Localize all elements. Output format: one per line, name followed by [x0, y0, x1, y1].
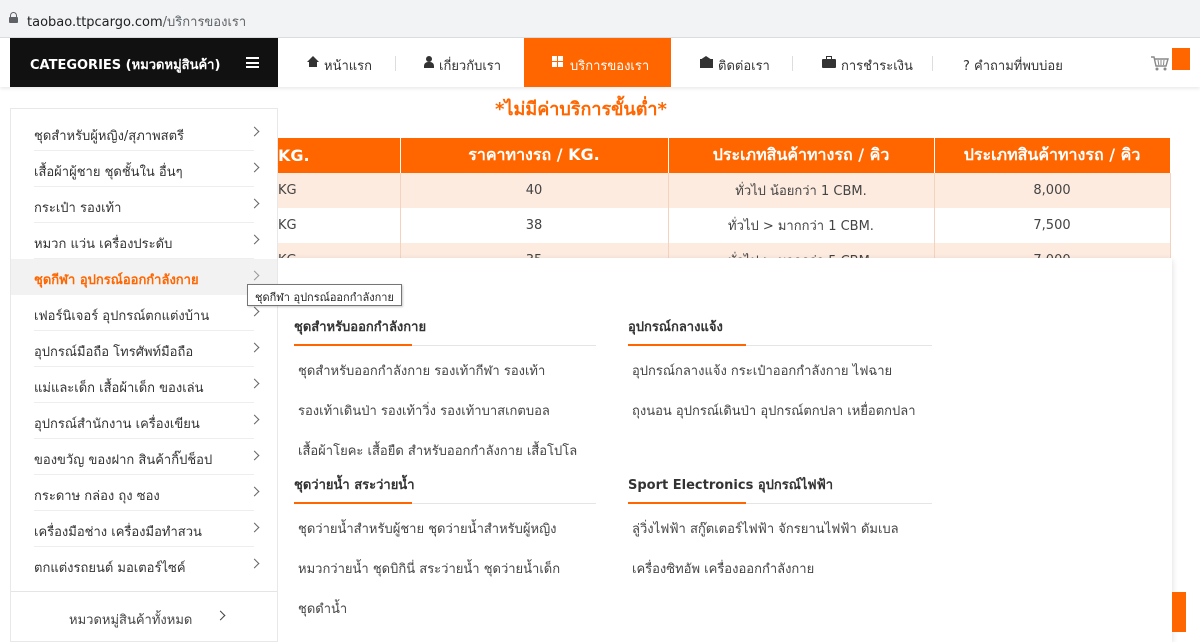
mega-link[interactable]: ชุดสำหรับออกกำลังกาย รองเท้ากีฬา รองเท้า — [298, 364, 546, 379]
all-categories-link[interactable] — [11, 591, 277, 641]
mega-group-title[interactable]: ชุดสำหรับออกกำลังกาย — [294, 316, 596, 346]
chevron-right-icon — [250, 451, 260, 461]
mega-link[interactable]: เครื่องซิทอัพ เครื่องออกกำลังกาย — [632, 562, 815, 577]
mega-link[interactable]: ลู่วิ่งไฟฟ้า สกู๊ตเตอร์ไฟฟ้า จักรยานไฟฟ้า ดัมเบล — [632, 522, 899, 537]
sidebar-item-label: กระเป๋า รองเท้า — [34, 201, 122, 216]
sidebar-item-label: เครื่องมือช่าง เครื่องมือทำสวน — [34, 525, 202, 540]
chevron-right-icon — [250, 487, 260, 497]
sidebar-item-sports[interactable] — [11, 259, 277, 295]
nav-faq[interactable] — [933, 38, 1083, 87]
chevron-right-icon — [250, 235, 260, 245]
sidebar-item-mobile[interactable] — [11, 331, 277, 367]
rates-table — [278, 138, 1171, 278]
category-sidebar — [10, 108, 278, 642]
table-header: ราคาทางรถ / KG. — [400, 138, 668, 173]
mega-link[interactable]: เสื้อผ้าโยคะ เสื้อยืด สำหรับออกกำลังกาย เสื้อโปโล — [298, 444, 578, 459]
nav-payment[interactable] — [793, 38, 932, 87]
table-cell: ทั่วไป > มากกว่า 1 CBM. — [668, 208, 934, 243]
chevron-right-icon — [250, 307, 260, 317]
mega-group-sportswear — [294, 316, 596, 476]
chevron-right-icon — [250, 415, 260, 425]
hamburger-icon[interactable] — [246, 57, 259, 68]
nav-about-label: เกี่ยวกับเรา — [439, 59, 502, 74]
mega-link[interactable]: ชุดว่ายน้ำสำหรับผู้ชาย ชุดว่ายน้ำสำหรับผู้หญิง — [298, 522, 557, 537]
table-cell: 40 — [400, 173, 668, 208]
sidebar-item-kids[interactable] — [11, 367, 277, 403]
table-cell: 38 — [400, 208, 668, 243]
mega-link[interactable]: หมวกว่ายน้ำ ชุดบิกินี่ สระว่ายน้ำ ชุดว่ายน้ำเด็ก — [298, 562, 561, 577]
sidebar-item-office[interactable] — [11, 403, 277, 439]
chevron-right-icon — [250, 343, 260, 353]
table-header: KG. — [278, 138, 400, 173]
table-cell: KG — [278, 173, 400, 208]
nav-home-label: หน้าแรก — [324, 59, 372, 74]
table-row — [278, 173, 1170, 208]
chevron-right-icon — [250, 379, 260, 389]
table-row — [278, 208, 1170, 243]
lock-icon[interactable] — [9, 12, 18, 23]
sidebar-item-label: อุปกรณ์มือถือ โทรศัพท์มือถือ — [34, 345, 194, 360]
mega-group-title[interactable]: ชุดว่ายน้ำ สระว่ายน้ำ — [294, 474, 596, 504]
table-cell: 7,500 — [934, 208, 1170, 243]
cart-count-badge[interactable] — [1172, 48, 1190, 70]
categories-header[interactable] — [10, 38, 278, 87]
sidebar-item-label: อุปกรณ์สำนักงาน เครื่องเขียน — [34, 417, 200, 432]
mega-link[interactable]: ถุงนอน อุปกรณ์เดินป่า อุปกรณ์ตกปลา เหยื่อตกปลา — [632, 404, 916, 419]
sidebar-item-label: กระดาษ กล่อง ถุง ซอง — [34, 489, 160, 504]
nav-contact[interactable] — [672, 38, 792, 87]
table-cell: 8,000 — [934, 173, 1170, 208]
sidebar-item-label: ชุดกีฬา อุปกรณ์ออกกำลังกาย — [34, 273, 199, 288]
nav-contact-label: ติดต่อเรา — [718, 59, 770, 74]
url-text[interactable] — [27, 11, 246, 32]
mega-group-outdoor — [628, 316, 932, 476]
sidebar-item-gifts[interactable] — [11, 439, 277, 475]
sidebar-item-label: หมวก แว่น เครื่องประดับ — [34, 237, 173, 252]
promo-text: *ไม่มีค่าบริการขั้นต่ำ* — [495, 99, 667, 120]
chevron-right-icon — [250, 127, 260, 137]
chevron-right-icon — [250, 559, 260, 569]
sidebar-item-label: เสื้อผ้าผู้ชาย ชุดชั้นใน อื่นๆ — [34, 165, 183, 180]
cart-icon[interactable] — [1150, 55, 1170, 71]
sidebar-item-label: เฟอร์นิเจอร์ อุปกรณ์ตกแต่งบ้าน — [34, 309, 210, 324]
table-header: ประเภทสินค้าทางรถ / คิว — [668, 138, 934, 173]
address-bar[interactable] — [0, 0, 1200, 38]
mega-group-swimwear — [294, 474, 596, 634]
sidebar-item-label: ตกแต่งรถยนต์ มอเตอร์ไซค์ — [34, 561, 186, 576]
chevron-right-icon — [250, 163, 260, 173]
nav-payment-label: การชำระเงิน — [841, 59, 913, 74]
mega-group-title[interactable]: อุปกรณ์กลางแจ้ง — [628, 316, 932, 346]
sidebar-item-accessories[interactable] — [11, 223, 277, 259]
nav-faq-label: ? คำถามที่พบบ่อย — [963, 59, 1063, 74]
nav-services[interactable] — [524, 38, 671, 87]
mega-menu-panel — [278, 258, 1172, 642]
sidebar-item-furniture[interactable] — [11, 295, 277, 331]
mega-link[interactable]: รองเท้าเดินป่า รองเท้าวิ่ง รองเท้าบาสเกตบอล — [298, 404, 550, 419]
chevron-right-icon — [250, 271, 260, 281]
url-path: /บริการของเรา — [162, 15, 247, 30]
mega-group-title[interactable]: Sport Electronics อุปกรณ์ไฟฟ้า — [628, 474, 932, 504]
accent-edge — [1172, 592, 1186, 632]
sidebar-item-women[interactable] — [11, 115, 277, 151]
top-navbar — [0, 38, 1200, 87]
mega-group-electronics — [628, 474, 932, 634]
all-categories-label: หมวดหมู่สินค้าทั้งหมด — [69, 613, 193, 628]
table-header: ประเภทสินค้าทางรถ / คิว — [934, 138, 1170, 173]
sidebar-item-label: แม่และเด็ก เสื้อผ้าเด็ก ของเล่น — [34, 381, 204, 396]
categories-title: CATEGORIES (หมวดหมู่สินค้า) — [30, 58, 221, 73]
sidebar-item-men[interactable] — [11, 151, 277, 187]
table-header-row — [278, 138, 1170, 173]
chevron-right-icon — [250, 523, 260, 533]
mega-link[interactable]: ชุดดำน้ำ — [298, 602, 348, 617]
mega-link[interactable]: อุปกรณ์กลางแจ้ง กระเป๋าออกกำลังกาย ไฟฉาย — [632, 364, 893, 379]
nav-home[interactable] — [278, 38, 395, 87]
sidebar-tooltip: ชุดกีฬา อุปกรณ์ออกกำลังกาย — [247, 284, 402, 306]
sidebar-item-auto[interactable] — [11, 547, 277, 583]
chevron-right-icon — [216, 611, 226, 621]
sidebar-item-bags[interactable] — [11, 187, 277, 223]
sidebar-item-label: ชุดสำหรับผู้หญิง/สุภาพสตรี — [34, 129, 185, 144]
sidebar-item-paper[interactable] — [11, 475, 277, 511]
url-host: taobao.ttpcargo.com — [27, 15, 163, 30]
sidebar-item-label: ของขวัญ ของฝาก สินค้ากิ๊ปช็อป — [34, 453, 213, 468]
nav-services-label: บริการของเรา — [570, 59, 650, 74]
table-cell: ทั่วไป น้อยกว่า 1 CBM. — [668, 173, 934, 208]
chevron-right-icon — [250, 199, 260, 209]
table-cell: KG — [278, 208, 400, 243]
sidebar-item-tools[interactable] — [11, 511, 277, 547]
nav-about[interactable] — [396, 38, 523, 87]
